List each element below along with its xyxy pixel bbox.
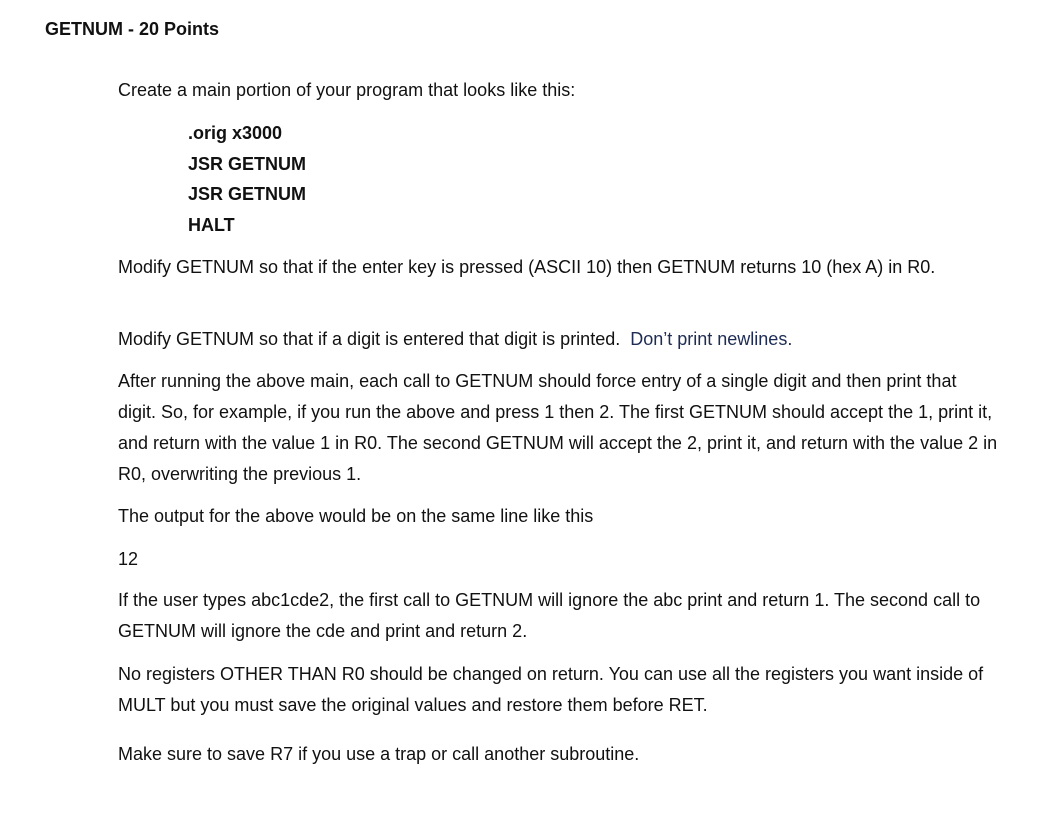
abc-example-paragraph: If the user types abc1cde2, the first call to GETNUM will ignore the abc print and return 1. The second call to GETNUM will ignore the cde and print and return 2.: [118, 590, 981, 641]
digit-print-paragraph: [118, 324, 998, 355]
behavior-paragraph: After running the above main, each call to GETNUM should force entry of a single digit and then print that digit. So, for example, if you run the above and press 1 then 2. The first GETNUM should accept the 1, print it, and return with the value 1 in R0. The second GETNUM will accept the 2, print it, and return with the value 2 in R0, overwriting the previous 1.: [118, 371, 998, 484]
intro-paragraph: Create a main portion of your program that looks like this:: [118, 80, 576, 100]
no-newlines-note: Don’t print newlines.: [630, 329, 793, 349]
code-line-halt: HALT: [188, 214, 235, 235]
code-line-orig: .orig x3000: [188, 123, 283, 143]
code-block: [188, 118, 306, 240]
code-line-jsr-1: JSR GETNUM: [188, 153, 307, 174]
page-title: GETNUM - 20 Points: [45, 19, 220, 39]
output-example: 12: [118, 549, 139, 569]
output-paragraph: The output for the above would be on the same line like this: [118, 506, 594, 526]
code-line-jsr-2: JSR GETNUM: [188, 184, 307, 204]
digit-print-text: Modify GETNUM so that if a digit is entered that digit is printed.: [118, 329, 621, 349]
registers-paragraph: No registers OTHER THAN R0 should be changed on return. You can use all the registers you want inside of MULT but you must save the original values and restore them before RET.: [118, 664, 984, 715]
enter-key-paragraph: Modify GETNUM so that if the enter key is pressed (ASCII 10) then GETNUM returns 10 (hex A) in R0.: [118, 257, 936, 277]
save-r7-paragraph: Make sure to save R7 if you use a trap or call another subroutine.: [118, 744, 640, 764]
